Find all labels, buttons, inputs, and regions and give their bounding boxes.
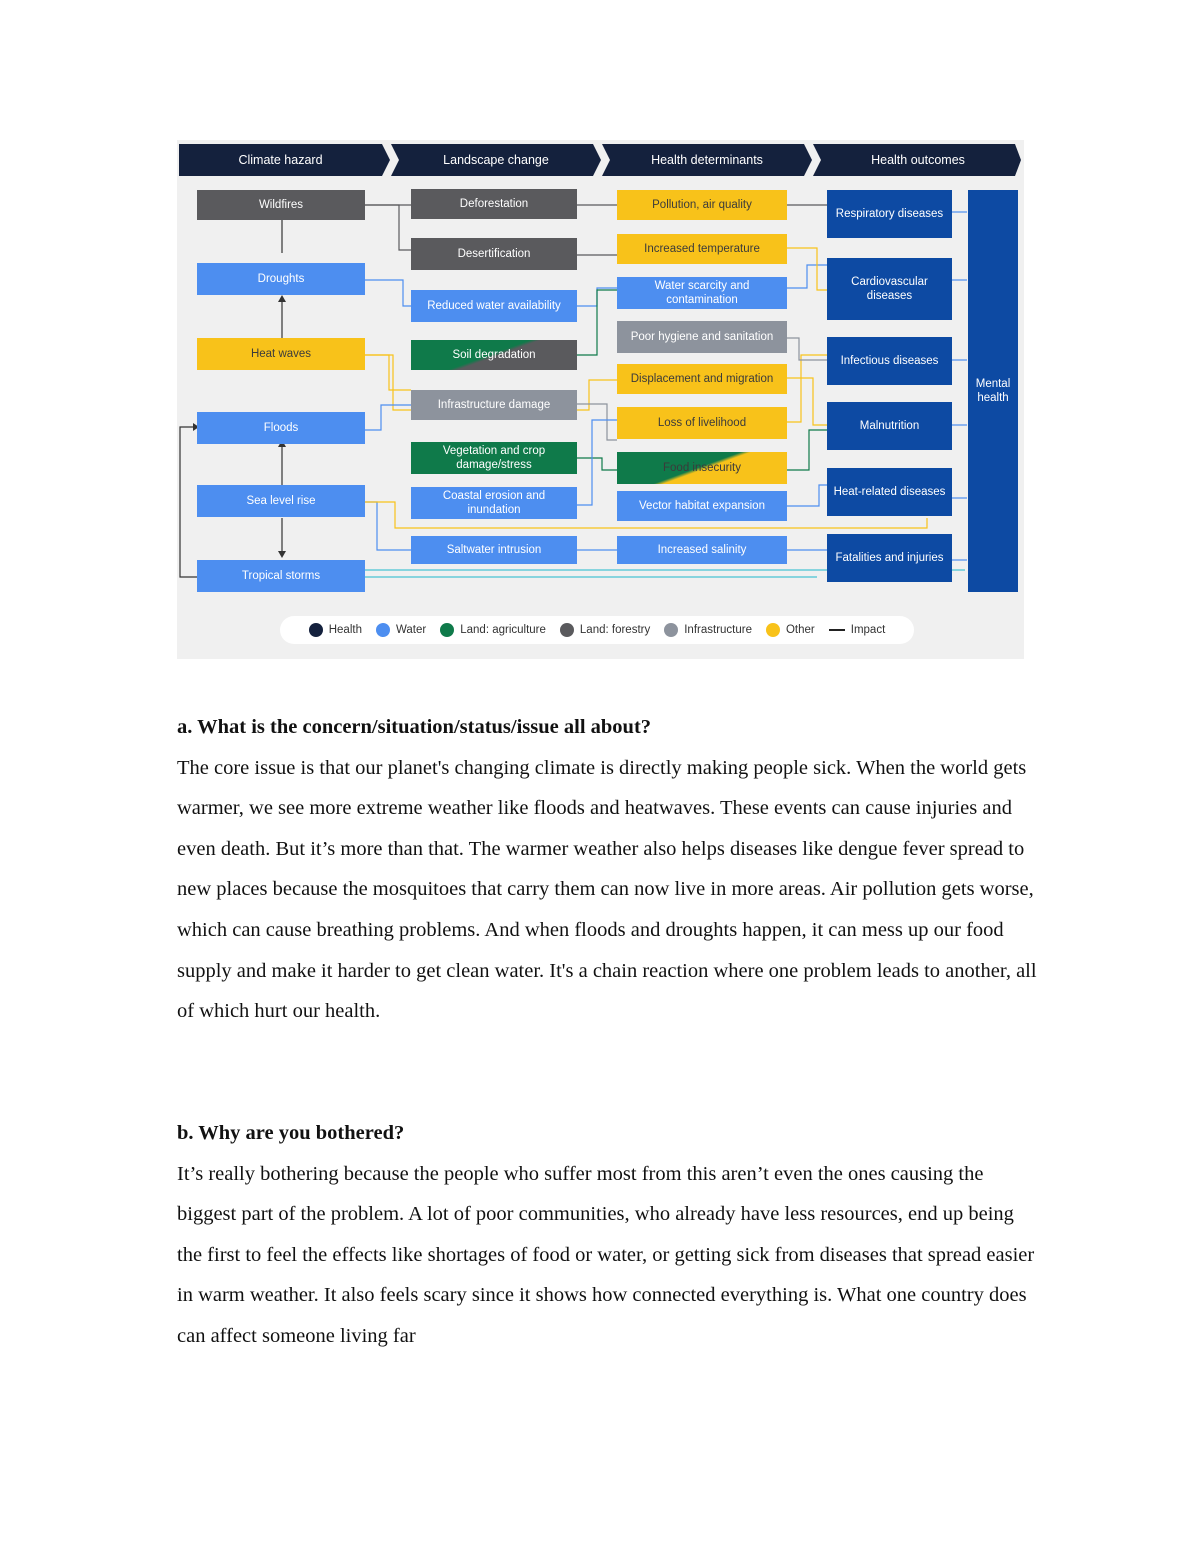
diagram-legend — [280, 616, 914, 644]
outcome-respiratory: Respiratory diseases — [827, 190, 952, 238]
determinant-water-scarcity: Water scarcity and contamination — [617, 277, 787, 309]
legend-forestry: Land: forestry — [560, 623, 650, 637]
outcome-fatalities: Fatalities and injuries — [827, 534, 952, 582]
landscape-coastal-erosion: Coastal erosion and inundation — [411, 487, 577, 519]
determinant-salinity: Increased salinity — [617, 536, 787, 564]
header-climate-hazard: Climate hazard — [238, 153, 323, 167]
hazard-floods: Floods — [197, 412, 365, 444]
legend-health: Health — [309, 623, 362, 637]
landscape-desertification: Desertification — [411, 238, 577, 270]
section-b-body: It’s really bothering because the people who suffer most from this aren’t even the ones causing the biggest part of the problem. A lot of poor communities, who already have less resources, end up being the first to feel the effects like shortages of food or water, or getting sick from diseases that spread easier in warm weather. It also feels scary since it shows how connected everything is. What one country does can affect someone living far — [177, 1162, 1035, 1347]
climate-health-diagram — [177, 140, 1024, 659]
determinant-pollution: Pollution, air quality — [617, 190, 787, 220]
hazard-sea-level-rise: Sea level rise — [197, 485, 365, 517]
outcome-heat-related: Heat-related diseases — [827, 468, 952, 516]
determinant-temperature: Increased temperature — [617, 234, 787, 264]
outcome-mental-health: Mental health — [968, 190, 1018, 592]
determinant-food-insecurity: Food insecurity — [617, 452, 787, 484]
header-health-determinants: Health determinants — [651, 153, 763, 167]
section-a-body: The core issue is that our planet's changing climate is directly making people sick. When the world gets warmer, we see more extreme weather like floods and heatwaves. These events can cause injuries and even death. But it’s more than that. The warmer weather also helps diseases like dengue fever spread to new places because the mosquitoes that carry them can now live in more areas. Air pollution gets worse, which can cause breathing problems. And when floods and droughts happen, it can mess up our food supply and make it harder to get clean water. It's a chain reaction where one problem leads to another, all of which hurt our health. — [177, 756, 1037, 1023]
determinant-displacement: Displacement and migration — [617, 364, 787, 394]
hazard-droughts: Droughts — [197, 263, 365, 295]
hazard-wildfires: Wildfires — [197, 190, 365, 220]
outcome-malnutrition: Malnutrition — [827, 402, 952, 450]
determinant-vector-habitat: Vector habitat expansion — [617, 491, 787, 521]
outcome-infectious: Infectious diseases — [827, 337, 952, 385]
header-landscape-change: Landscape change — [443, 153, 549, 167]
section-a — [177, 707, 1037, 1032]
landscape-vegetation-crop: Vegetation and crop damage/stress — [411, 442, 577, 474]
landscape-saltwater-intrusion: Saltwater intrusion — [411, 536, 577, 564]
legend-water: Water — [376, 623, 426, 637]
hazard-heat-waves: Heat waves — [197, 338, 365, 370]
legend-impact: Impact — [829, 624, 886, 636]
legend-other: Other — [766, 623, 815, 637]
legend-infrastructure: Infrastructure — [664, 623, 752, 637]
outcome-cardiovascular: Cardiovascular diseases — [827, 258, 952, 320]
hazard-tropical-storms: Tropical storms — [197, 560, 365, 592]
determinant-livelihood: Loss of livelihood — [617, 407, 787, 439]
header-health-outcomes: Health outcomes — [871, 153, 965, 167]
landscape-soil-degradation: Soil degradation — [411, 340, 577, 370]
landscape-infrastructure-damage: Infrastructure damage — [411, 390, 577, 420]
landscape-deforestation: Deforestation — [411, 189, 577, 219]
determinant-hygiene: Poor hygiene and sanitation — [617, 321, 787, 353]
legend-agriculture: Land: agriculture — [440, 623, 546, 637]
landscape-reduced-water: Reduced water availability — [411, 290, 577, 322]
section-a-heading: a. What is the concern/situation/status/issue all about? — [177, 716, 652, 738]
section-b — [177, 1113, 1037, 1357]
section-b-heading: b. Why are you bothered? — [177, 1122, 405, 1144]
